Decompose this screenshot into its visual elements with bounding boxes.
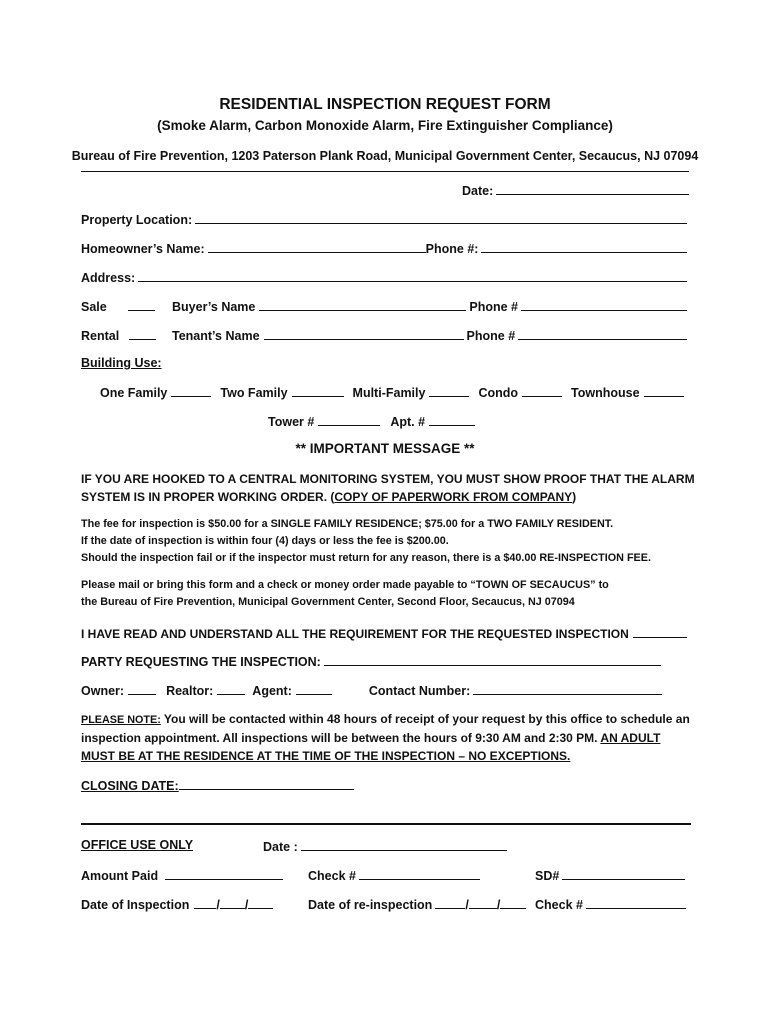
address-row bbox=[81, 269, 687, 285]
note-line-1 bbox=[81, 710, 701, 729]
inspection-month-field[interactable] bbox=[194, 896, 216, 909]
homeowner-phone-field[interactable] bbox=[481, 240, 687, 253]
tower-apt-row bbox=[268, 413, 475, 429]
alarm-line-2-text: SYSTEM IS IN PROPER WORKING ORDER. ( bbox=[81, 490, 335, 504]
please-note-paragraph bbox=[81, 710, 701, 765]
buyers-name-label: Buyer’s Name bbox=[172, 300, 256, 314]
date-label: Date: bbox=[462, 184, 494, 198]
owner-checkbox[interactable] bbox=[128, 682, 156, 695]
slash-4: / bbox=[496, 898, 501, 912]
closing-date-field[interactable] bbox=[179, 777, 354, 790]
check-label: Check # bbox=[308, 869, 356, 883]
date-reinspection-row bbox=[308, 896, 526, 912]
mail-paragraph bbox=[81, 577, 701, 611]
reinspection-year-field[interactable] bbox=[500, 896, 526, 909]
two-family-label: Two Family bbox=[220, 386, 288, 400]
inspection-day-field[interactable] bbox=[220, 896, 245, 909]
homeowner-row bbox=[81, 240, 687, 256]
address-label: Address: bbox=[81, 271, 136, 285]
multi-family-label: Multi-Family bbox=[352, 386, 426, 400]
fee-line-2: If the date of inspection is within four (4) days or less the fee is $200.00. bbox=[81, 535, 449, 547]
office-check-row bbox=[535, 896, 686, 912]
tenants-name-label: Tenant’s Name bbox=[172, 329, 260, 343]
acknowledgement-initials-field[interactable] bbox=[633, 625, 687, 638]
date-reinspection-label: Date of re-inspection bbox=[308, 898, 433, 912]
office-check-field[interactable] bbox=[586, 896, 686, 909]
contact-number-field[interactable] bbox=[473, 682, 662, 695]
note-line-2 bbox=[81, 729, 701, 747]
party-requesting-field[interactable] bbox=[324, 653, 661, 666]
header-divider bbox=[81, 171, 689, 172]
two-family-checkbox[interactable] bbox=[292, 384, 344, 397]
office-date-field[interactable] bbox=[301, 838, 507, 851]
office-divider bbox=[81, 823, 691, 825]
homeowner-name-field[interactable] bbox=[208, 240, 426, 253]
office-use-label: OFFICE USE ONLY bbox=[81, 838, 194, 852]
acknowledgement-label: I HAVE READ AND UNDERSTAND ALL THE REQUIREMENT FOR THE REQUESTED INSPECTION bbox=[81, 627, 629, 641]
townhouse-label: Townhouse bbox=[571, 386, 640, 400]
apt-label: Apt. # bbox=[390, 415, 426, 429]
tower-label: Tower # bbox=[268, 415, 315, 429]
closing-date-row bbox=[81, 777, 354, 793]
homeowner-name-label: Homeowner’s Name: bbox=[81, 242, 205, 256]
tenants-name-field[interactable] bbox=[264, 327, 464, 340]
mail-line-1: Please mail or bring this form and a check or money order made payable to “TOWN OF SECAUCUS” to bbox=[81, 579, 609, 591]
amount-paid-row bbox=[81, 867, 283, 883]
realtor-label: Realtor: bbox=[166, 684, 214, 698]
note-line-3: MUST BE AT THE RESIDENCE AT THE TIME OF THE INSPECTION – NO EXCEPTIONS. bbox=[81, 749, 571, 763]
note-text-1: You will be contacted within 48 hours of receipt of your request by this office to schedule an bbox=[160, 712, 690, 726]
alarm-line-2-close: ) bbox=[572, 490, 577, 504]
office-date-label: Date : bbox=[263, 840, 298, 854]
one-family-label: One Family bbox=[100, 386, 168, 400]
rental-checkbox[interactable] bbox=[129, 327, 156, 340]
slash-3: / bbox=[465, 898, 469, 912]
note-text-2: inspection appointment. All inspections will be between the hours of 9:30 AM and 2:30 PM. bbox=[81, 731, 601, 745]
alarm-paragraph bbox=[81, 470, 701, 506]
building-use-label: Building Use: bbox=[81, 356, 162, 370]
multi-family-checkbox[interactable] bbox=[429, 384, 469, 397]
contact-number-label: Contact Number: bbox=[368, 684, 471, 698]
address-field[interactable] bbox=[138, 269, 687, 282]
tower-field[interactable] bbox=[318, 413, 380, 426]
sale-checkbox[interactable] bbox=[128, 298, 155, 311]
please-note-label: PLEASE NOTE: bbox=[81, 714, 161, 726]
fee-line-1: The fee for inspection is $50.00 for a SINGLE FAMILY RESIDENCE; $75.00 for a TWO FAMILY RESIDENT. bbox=[81, 518, 614, 530]
tenant-phone-field[interactable] bbox=[518, 327, 687, 340]
apt-field[interactable] bbox=[429, 413, 475, 426]
amount-paid-label: Amount Paid bbox=[81, 869, 159, 883]
mail-line-2: the Bureau of Fire Prevention, Municipal Government Center, Second Floor, Secaucus, NJ 07094 bbox=[81, 596, 575, 608]
date-row bbox=[462, 182, 689, 198]
bureau-address: Bureau of Fire Prevention, 1203 Paterson Plank Road, Municipal Government Center, Secaucus, NJ 07094 bbox=[71, 149, 699, 163]
realtor-checkbox[interactable] bbox=[217, 682, 245, 695]
building-use-options bbox=[100, 384, 684, 400]
property-location-label: Property Location: bbox=[81, 213, 193, 227]
one-family-checkbox[interactable] bbox=[171, 384, 211, 397]
acknowledgement-row bbox=[81, 625, 687, 641]
party-requesting-label: PARTY REQUESTING THE INSPECTION: bbox=[81, 655, 321, 669]
office-check-label: Check # bbox=[535, 898, 583, 912]
condo-label: Condo bbox=[478, 386, 519, 400]
townhouse-checkbox[interactable] bbox=[644, 384, 684, 397]
sale-label: Sale bbox=[81, 300, 107, 314]
homeowner-phone-label: Phone #: bbox=[425, 242, 479, 256]
office-date-row bbox=[263, 838, 507, 854]
form-subtitle: (Smoke Alarm, Carbon Monoxide Alarm, Fire Extinguisher Compliance) bbox=[157, 118, 613, 133]
rental-row bbox=[81, 327, 687, 343]
agent-label: Agent: bbox=[252, 684, 292, 698]
alarm-line-1: IF YOU ARE HOOKED TO A CENTRAL MONITORING SYSTEM, YOU MUST SHOW PROOF THAT THE ALARM bbox=[81, 472, 695, 486]
agent-checkbox[interactable] bbox=[296, 682, 332, 695]
sd-label: SD# bbox=[535, 869, 560, 883]
important-message-heading: ** IMPORTANT MESSAGE ** bbox=[295, 441, 475, 456]
buyers-name-field[interactable] bbox=[259, 298, 466, 311]
condo-checkbox[interactable] bbox=[522, 384, 562, 397]
sd-row bbox=[535, 867, 685, 883]
property-location-field[interactable] bbox=[195, 211, 687, 224]
owner-label: Owner: bbox=[81, 684, 125, 698]
reinspection-day-field[interactable] bbox=[469, 896, 497, 909]
fee-line-3: Should the inspection fail or if the inspector must return for any reason, there is a $40.00 RE-INSPECTION FEE. bbox=[81, 552, 651, 564]
tenant-phone-label: Phone # bbox=[466, 329, 516, 343]
buyer-phone-label: Phone # bbox=[469, 300, 518, 314]
sd-field[interactable] bbox=[562, 867, 685, 880]
date-of-inspection-label: Date of Inspection bbox=[81, 898, 190, 912]
reinspection-month-field[interactable] bbox=[435, 896, 465, 909]
slash-2: / bbox=[244, 898, 249, 912]
amount-paid-field[interactable] bbox=[165, 867, 283, 880]
form-title: RESIDENTIAL INSPECTION REQUEST FORM bbox=[219, 96, 551, 113]
date-of-inspection-row bbox=[81, 896, 273, 912]
an-adult-text: AN ADULT bbox=[600, 731, 661, 745]
check-field[interactable] bbox=[359, 867, 480, 880]
sale-row bbox=[81, 298, 687, 314]
date-field[interactable] bbox=[496, 182, 689, 195]
check-row bbox=[308, 867, 480, 883]
closing-date-label: CLOSING DATE: bbox=[81, 779, 179, 793]
copy-paperwork-text: COPY OF PAPERWORK FROM COMPANY bbox=[334, 490, 573, 504]
alarm-line-2 bbox=[81, 488, 701, 506]
slash-1: / bbox=[216, 898, 220, 912]
rental-label: Rental bbox=[81, 329, 120, 343]
property-location-row bbox=[81, 211, 687, 227]
fee-paragraph bbox=[81, 516, 701, 567]
inspection-year-field[interactable] bbox=[248, 896, 273, 909]
requester-type-row bbox=[81, 682, 662, 698]
buyer-phone-field[interactable] bbox=[521, 298, 687, 311]
party-row bbox=[81, 653, 661, 669]
